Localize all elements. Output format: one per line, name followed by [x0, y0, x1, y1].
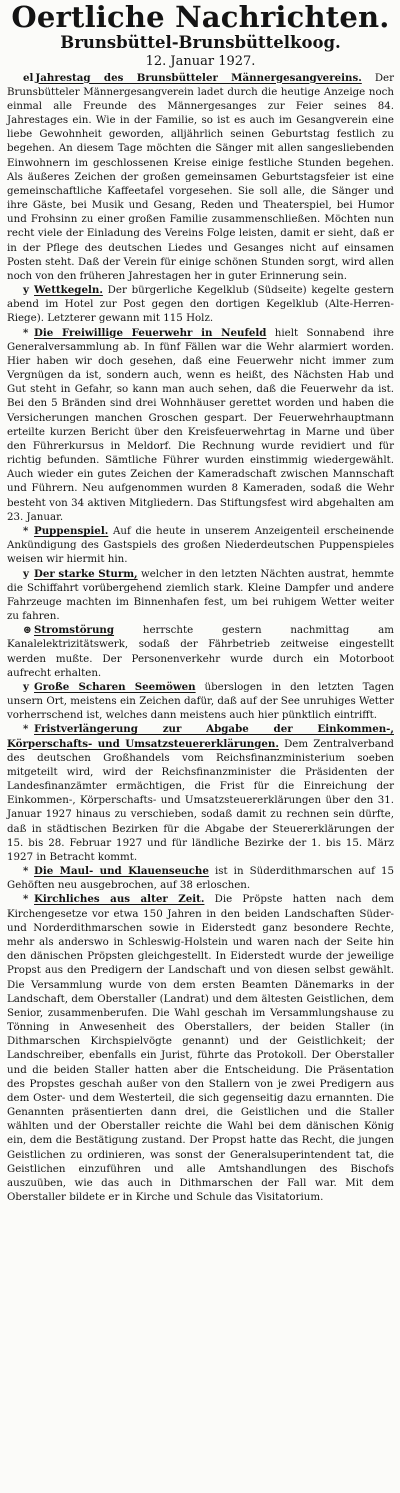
section-subtitle: Brunsbüttel-Brunsbüttelkoog. — [60, 33, 341, 52]
article-marker: y — [23, 680, 29, 693]
article-marker: * — [23, 723, 29, 736]
article-feuerwehr — [7, 326, 394, 524]
article-heading: Stromstörung — [34, 624, 115, 637]
article-marker: * — [23, 865, 29, 878]
article-text: Der Brunsbütteler Männergesangverein ladet durch die heutige Anzeige noch einmal alle Freunde des Männergesanges zur Feier seines 84. Jahrestages ein. Wie in der Familie, so ist es auch im Gesangverein eine liebe Gewohnheit geworden, alljährlich seinen Geburtstag festlich zu begehen. An diesem Tage möchten die Sänger mit allen sangesliebenden Einwohnern im geschlossenen Kreise einige festliche Stunden begehen. Als äußeres Zeichen der großen gemeinsamen Geburtstagsfeier ist eine gemeinschaftliche Kaffeetafel vorgesehen. Sie soll alle, die Sänger und ihre Gäste, bei Musik und Gesang, Reden und Theaterspiel, bei Humor und Frohsinn zu einer großen Familie zusammenschließen. Möchten nun recht viele der Einladung des Vereins Folge leisten, damit er sieht, daß er in der Pflege des deutschen Liedes und Gesanges nicht auf einsamen Posten steht. Daß der Verein für einige schönen Stunden sorgt, wird allen noch von den früheren Jahrestagen her in guter Erinnerung sein. — [7, 71, 394, 282]
article-text: herrschte gestern nachmittag am Kanalelektrizitätswerk, sodaß der Fährbetrieb zeitweise eingestellt werden mußte. Der Personenverkehr wurde durch ein Motorboot aufrecht erhalten. — [7, 624, 394, 679]
article-seemoewen — [7, 680, 394, 723]
article-heading: Kirchliches aus alter Zeit. — [34, 893, 205, 906]
article-heading: Fristverlängerung zur Abgabe der Einkommen-, Körperschafts- und Umsatzsteuererklärungen. — [7, 723, 394, 750]
article-list — [7, 71, 394, 1205]
article-kirchliches — [7, 892, 394, 1204]
article-marker: y — [23, 284, 29, 297]
article-text: Die Pröpste hatten nach dem Kirchengesetze vor etwa 150 Jahren in den beiden Landschaften Süder- und Norderdithmarschen sowie in Eiderstedt ganz besondere Rechte, mehr als anderswo in Schleswig-Holstein und waren nach der Seite hin den dänischen Pröpsten gleichgestellt. In Eiderstedt wurde der jeweilige Propst aus den Predigern der Landschaft und von diesen selbst gewählt. Die Versammlung wurde von dem ersten Beamten Dänemarks in der Landschaft, dem Oberstaller (Landrat) und dem ältesten Geistlichen, dem Senior, zusammenberufen. Die Wahl geschah im Versammlungshause zu Tönning in Anwesenheit des Oberstallers, der beiden Staller (in Dithmarschen Kirchspielvögte genannt) und der Geistlichkeit; der Landschreiber, ebenfalls ein Jurist, führte das Protokoll. Der Oberstaller und die beiden Staller hatten aber die Entscheidung. Die Präsentation des Propstes geschah außer von den Stallern von je zwei Predigern aus dem Oster- und dem Westerteil, die sich gegenseitig dazu ernannten. Die Genannten präsentierten dann drei, die Geistlichen und die Staller wählten und der Oberstaller reichte die Wahl bei dem dänischen König ein, dem die Bestätigung zustand. Der Propst hatte das Recht, die jungen Geistlichen zu ordinieren, was sonst der Generalsuperintendent tat, die Geistlichen einzuführen und alle Amtshandlungen des Bischofs auszuüben, wie das auch in Dithmarschen der Fall war. Mit dem Oberstaller bildete er in Kirche und Schule das Visitatorium. — [7, 893, 394, 1204]
article-text: überslogen in den letzten Tagen unsern Ort, meistens ein Zeichen dafür, daß auf der See unruhiges Wetter vorherrschend ist, welches dann meistens auch hier pünktlich eintrifft. — [7, 680, 394, 722]
article-text: Dem Zentralverband des deutschen Großhandels vom Reichsfinanzministerium soeben mitgeteilt wird, wird der Reichsfinanzminister die Präsidenten der Landesfinanzämter ermächtigen, die Frist für die Einreichung der Einkommen-, Körperschafts- und Umsatzsteuererklärungen über den 31. Januar 1927 hinaus zu verschieben, sodaß damit zu rechnen sein dürfte, daß in städtischen Bezirken für die Abgabe der Steuererklärungen der 15. bis 28. Februar 1927 und für ländliche Bezirke der 1. bis 15. März 1927 in Betracht kommt. — [7, 737, 394, 863]
issue-date: 12. Januar 1927. — [145, 53, 256, 69]
article-marker: * — [23, 893, 29, 906]
article-gesangverein — [7, 71, 394, 284]
article-heading: Puppenspiel. — [34, 525, 109, 537]
article-marker: * — [23, 525, 29, 537]
article-text: hielt Sonnabend ihre Generalversammlung ab. In fünf Fällen war die Wehr alarmiert worden. Hier haben wir doch gesehen, daß eine Feuerwehr nicht immer zum Vergnügen da ist, sondern auch, wenn es heißt, des Nächsten Hab und Gut steht in Gefahr, so kann man auch sehen, daß die Feuerwehr da ist. Bei den 5 Bränden sind drei Wohnhäuser gerettet worden und haben die Versicherungen manchen Groschen gespart. Der Feuerwehrhauptmann erteilte kurzen Bericht über den Kreisfeuerwehrtag in Marne und über den Führerkursus in Meldorf. Die Rechnung wurde revidiert und für richtig befunden. Sämtliche Führer wurden einstimmig wiedergewählt. Auch wieder ein gutes Zeichen der Kameradschaft zwischen Mannschaft und Führern. Neu aufgenommen wurden 8 Kameraden, sodaß die Wehr besteht von 34 aktiven Mitgliedern. Das Stiftungsfest wird abgehalten am 23. Januar. — [7, 326, 394, 523]
article-sturm — [7, 567, 394, 624]
article-stromstoerung — [7, 623, 394, 680]
article-marker: el — [23, 71, 34, 84]
section-title: Oertliche Nachrichten. — [11, 0, 390, 34]
article-puppenspiel — [7, 524, 394, 567]
article-text: Der bürgerliche Kegelklub (Südseite) kegelte gestern abend im Hotel zur Post gegen den dortigen Kegelklub (Alte-Herren-Riege). Letzterer gewann mit 115 Holz. — [7, 284, 394, 325]
article-heading: Große Scharen Seemöwen — [34, 680, 196, 693]
masthead — [7, 0, 394, 69]
article-heading: Jahrestag des Brunsbütteler Männergesangvereins. — [35, 71, 362, 84]
article-text: welcher in den letzten Nächten austrat, hemmte die Schiffahrt vorübergehend ziemlich stark. Kleine Dampfer und andere Fahrzeuge machten im Binnenhafen fest, um bei ruhigem Wetter weiter zu fahren. — [7, 567, 394, 623]
article-heading: Die Maul- und Klauenseuche — [34, 865, 209, 878]
article-heading: Die Freiwillige Feuerwehr in Neufeld — [34, 326, 267, 339]
article-marker: ⊛ — [23, 624, 32, 637]
article-seuche — [7, 864, 394, 892]
article-text: ist in Süderdithmarschen auf 15 Gehöften neu ausgebrochen, auf 38 erloschen. — [7, 865, 394, 892]
article-marker: y — [23, 567, 29, 580]
article-text: Auf die heute in unserem Anzeigenteil erscheinende Ankündigung des Gastspiels des großen Niederdeutschen Puppenspieles weisen wir hiermit hin. — [7, 525, 394, 566]
article-heading: Der starke Sturm, — [34, 567, 138, 580]
article-marker: * — [23, 326, 29, 339]
article-wettkegeln — [7, 283, 394, 326]
article-fristverlaengerung — [7, 722, 394, 864]
article-heading: Wettkegeln. — [34, 284, 103, 297]
